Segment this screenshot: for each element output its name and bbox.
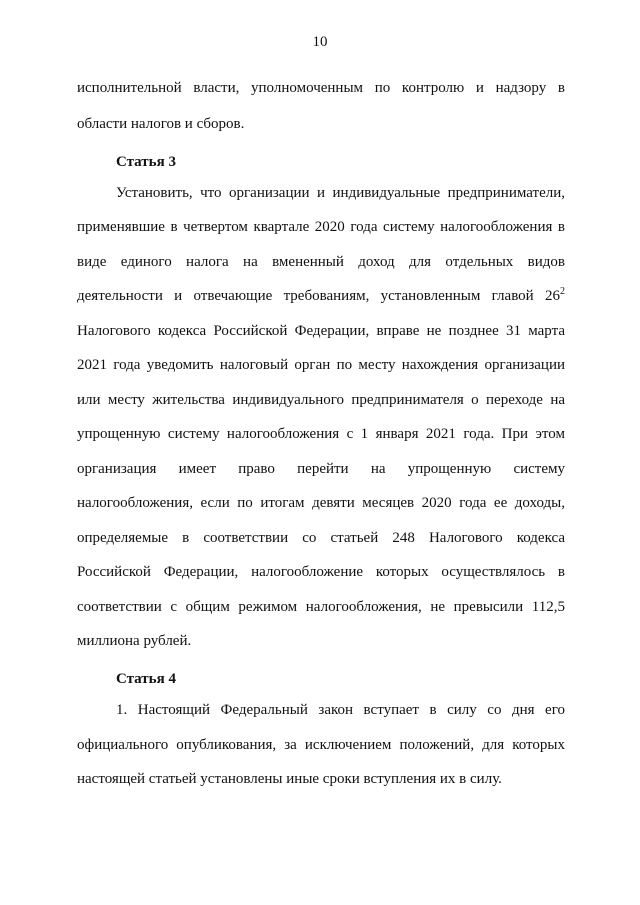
article-3-line-9: организация имеет право перейти на упрощенную систему <box>77 461 565 477</box>
article-3-line-10: налогообложения, если по итогам девяти месяцев 2020 года ее доходы, <box>77 495 565 511</box>
article-3-line-4 <box>77 286 565 306</box>
article-4-line-1: 1. Настоящий Федеральный закон вступает в силу со дня его <box>116 702 565 718</box>
article-3-line-1: Установить, что организации и индивидуальные предприниматели, <box>116 185 565 201</box>
article-4-heading: Статья 4 <box>116 671 176 687</box>
article-3-line-5: Налогового кодекса Российской Федерации, вправе не позднее 31 марта <box>77 323 565 339</box>
page-number: 10 <box>312 34 328 50</box>
article-3-line-7: или месту жительства индивидуального предпринимателя о переходе на <box>77 392 565 408</box>
article-3-line-3: виде единого налога на вмененный доход для отдельных видов <box>77 254 565 270</box>
article-3-line-14: миллиона рублей. <box>77 633 192 649</box>
intro-line-2: области налогов и сборов. <box>77 116 245 132</box>
article-3-line-12: Российской Федерации, налогообложение которых осуществлялось в <box>77 564 565 580</box>
article-3-line-13: соответствии с общим режимом налогообложения, не превысили 112,5 <box>77 599 565 615</box>
article-4-line-2: официального опубликования, за исключением положений, для которых <box>77 737 565 753</box>
article-3-line-6: 2021 года уведомить налоговый орган по месту нахождения организации <box>77 357 565 373</box>
article-3-heading: Статья 3 <box>116 154 176 170</box>
article-3-line-4-text: деятельности и отвечающие требованиям, установленным главой 26 <box>77 288 560 304</box>
article-3-line-11: определяемые в соответствии со статьей 248 Налогового кодекса <box>77 530 565 546</box>
intro-line-1: исполнительной власти, уполномоченным по контролю и надзору в <box>77 80 565 96</box>
chapter-superscript: 2 <box>560 286 565 297</box>
article-3-line-2: применявшие в четвертом квартале 2020 года систему налогообложения в <box>77 219 565 235</box>
article-3-line-8: упрощенную систему налогообложения с 1 января 2021 года. При этом <box>77 426 565 442</box>
article-4-line-3: настоящей статьей установлены иные сроки вступления их в силу. <box>77 771 502 787</box>
